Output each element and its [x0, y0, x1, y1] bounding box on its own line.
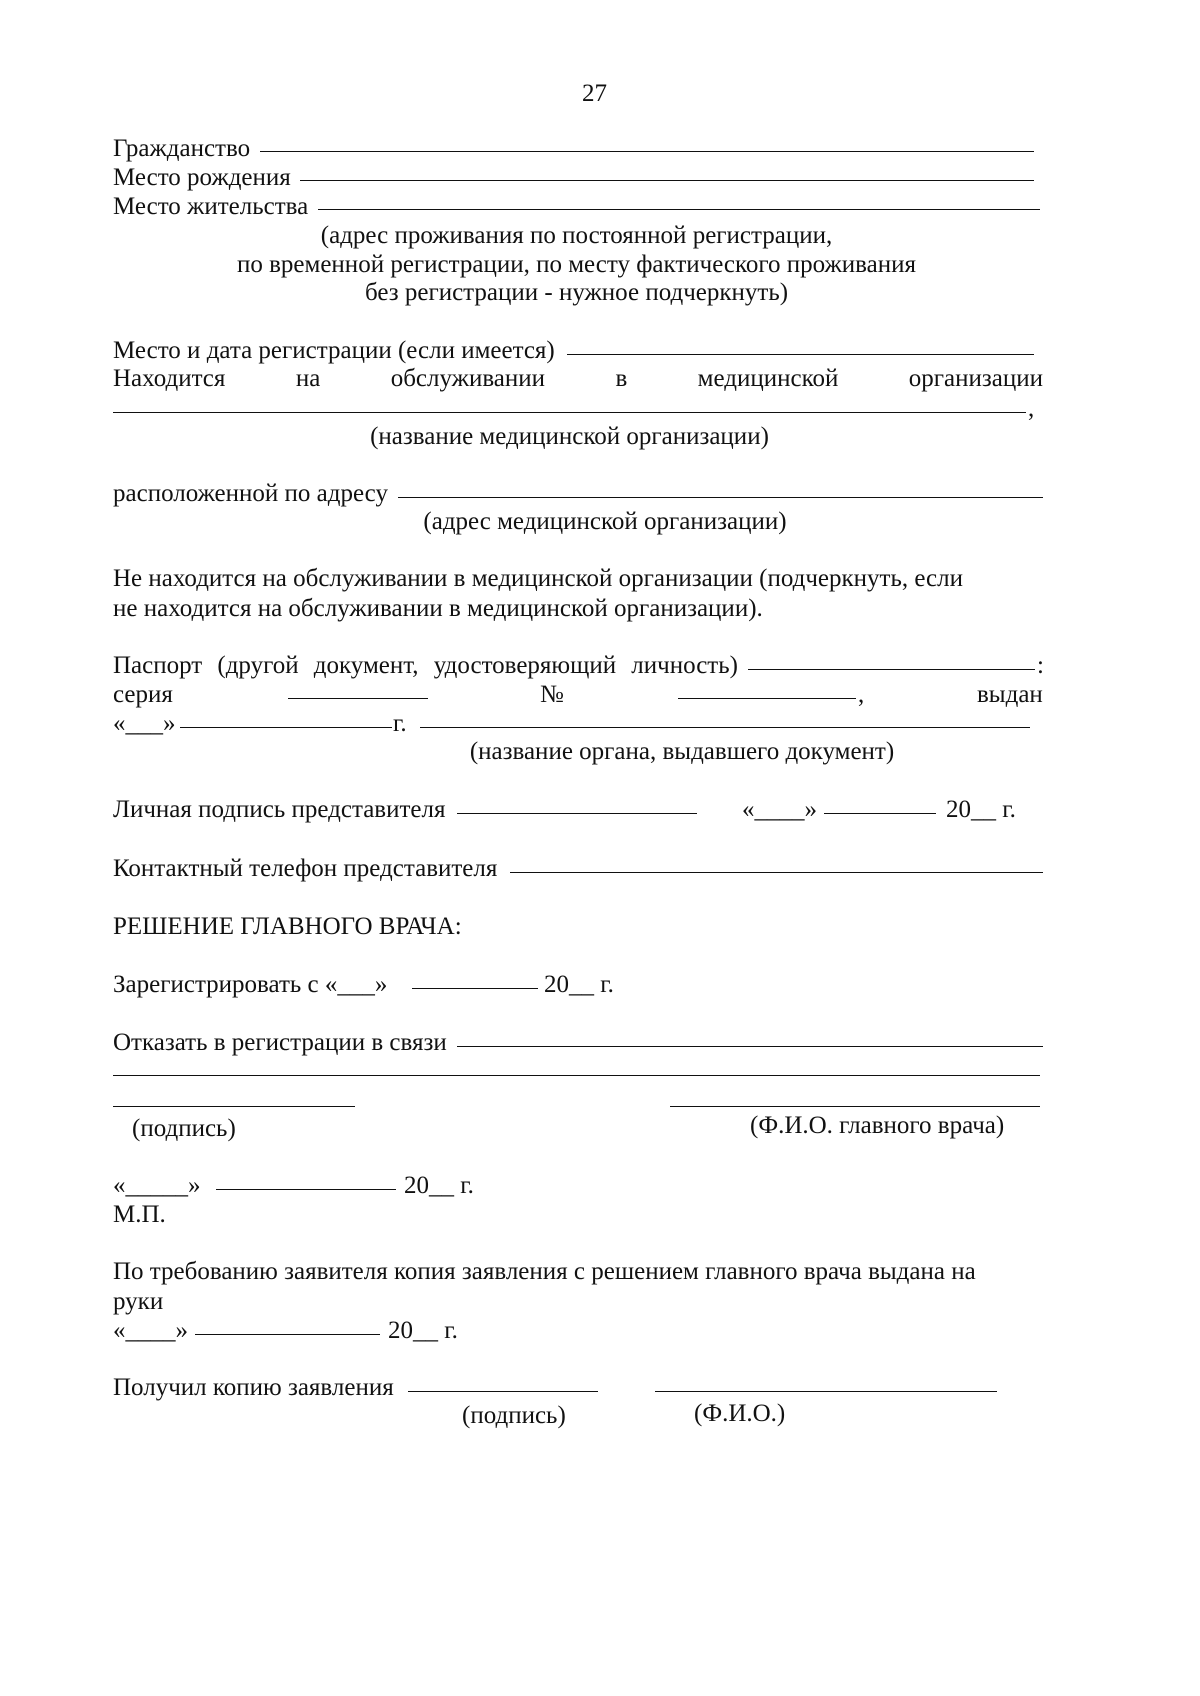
issue-date-day[interactable]: «___» [113, 710, 176, 737]
copy-issued-month-field[interactable] [195, 1334, 380, 1335]
passport-type-field[interactable] [748, 669, 1035, 670]
number-field[interactable] [678, 698, 856, 699]
org-name-comma: , [1028, 395, 1035, 422]
number-comma: , [858, 681, 865, 708]
refuse-reason-field-2[interactable] [113, 1075, 1040, 1076]
page-number: 27 [582, 80, 607, 107]
chief-name-field[interactable] [670, 1106, 1040, 1107]
register-year: 20__ г. [544, 971, 614, 998]
rep-date-month-field[interactable] [824, 813, 936, 814]
served-word: на [295, 365, 321, 392]
org-name-field[interactable] [113, 412, 1026, 413]
residence-note-line-2: по временной регистрации, по месту фактического проживания [236, 251, 917, 278]
copy-issued-year: 20__ г. [388, 1317, 458, 1344]
issuer-caption: (название органа, выдавшего документ) [469, 738, 895, 765]
residence-note-line-3: без регистрации - нужное подчеркнуть) [364, 279, 789, 306]
rep-signature-label: Личная подпись представителя [113, 796, 446, 823]
citizenship-field[interactable] [260, 151, 1034, 152]
rep-signature-field[interactable] [457, 813, 697, 814]
not-served-line-2: не находится на обслуживании в медицинской организации). [113, 595, 763, 622]
org-address-field[interactable] [398, 497, 1043, 498]
registration-label: Место и дата регистрации (если имеется) [113, 337, 555, 364]
birthplace-label: Место рождения [113, 164, 291, 191]
issue-date-month-field[interactable] [180, 727, 392, 728]
chief-name-caption: (Ф.И.О. главного врача) [750, 1112, 1005, 1139]
passport-word: Паспорт [113, 652, 203, 679]
decision-heading: РЕШЕНИЕ ГЛАВНОГО ВРАЧА: [113, 913, 462, 940]
register-month-field[interactable] [412, 988, 538, 989]
series-field[interactable] [288, 698, 428, 699]
served-word: медицинской [697, 365, 839, 392]
register-from-label: Зарегистрировать с «___» [113, 971, 388, 998]
org-address-caption: (адрес медицинской организации) [423, 508, 787, 535]
served-word: Находится [113, 365, 226, 392]
served-word: в [615, 365, 628, 392]
issue-year-suffix: г. [393, 710, 407, 737]
copy-received-label: Получил копию заявления [113, 1374, 394, 1401]
not-served-line-1: Не находится на обслуживании в медицинской организации (подчеркнуть, если [113, 565, 964, 592]
residence-field[interactable] [318, 209, 1040, 210]
chief-signature-caption: (подпись) [132, 1115, 236, 1142]
copy-received-signature-field[interactable] [408, 1391, 598, 1392]
issued-label: выдан [977, 681, 1043, 708]
birthplace-field[interactable] [300, 180, 1034, 181]
rep-phone-field[interactable] [510, 872, 1043, 873]
copy-issued-line-1: По требованию заявителя копия заявления с решением главного врача выдана на [113, 1258, 976, 1285]
chief-signature-field[interactable] [113, 1106, 355, 1107]
passport-word: документ, [313, 652, 419, 679]
copy-received-name-caption: (Ф.И.О.) [694, 1400, 786, 1427]
refuse-label: Отказать в регистрации в связи [113, 1029, 447, 1056]
served-word: организации [908, 365, 1043, 392]
copy-issued-line-2: руки [113, 1288, 164, 1315]
decision-year: 20__ г. [404, 1172, 474, 1199]
org-name-caption: (название медицинской организации) [370, 423, 769, 450]
served-line [113, 363, 1043, 395]
copy-received-signature-caption: (подпись) [462, 1402, 566, 1429]
passport-word: (другой [217, 652, 299, 679]
passport-word: личность) [631, 652, 738, 679]
passport-word: удостоверяющий [433, 652, 617, 679]
stamp-label: М.П. [113, 1201, 166, 1228]
rep-phone-label: Контактный телефон представителя [113, 855, 498, 882]
refuse-reason-field[interactable] [457, 1046, 1043, 1047]
served-word: обслуживании [390, 365, 546, 392]
passport-label [113, 650, 738, 682]
org-address-label: расположенной по адресу [113, 480, 388, 507]
decision-month-field[interactable] [216, 1189, 396, 1190]
rep-date-day[interactable]: «____» [742, 796, 817, 823]
rep-date-year: 20__ г. [946, 796, 1016, 823]
passport-colon: : [1037, 652, 1044, 679]
copy-issued-date-day[interactable]: «____» [113, 1317, 188, 1344]
residence-label: Место жительства [113, 193, 309, 220]
number-sign: № [540, 681, 564, 708]
citizenship-label: Гражданство [113, 135, 251, 162]
copy-received-name-field[interactable] [655, 1391, 997, 1392]
series-label: серия [113, 681, 173, 708]
decision-date-day[interactable]: «_____» [113, 1172, 201, 1199]
residence-note-line-1: (адрес проживания по постоянной регистрации, [320, 222, 833, 249]
issuer-field[interactable] [420, 727, 1030, 728]
registration-field[interactable] [567, 354, 1034, 355]
